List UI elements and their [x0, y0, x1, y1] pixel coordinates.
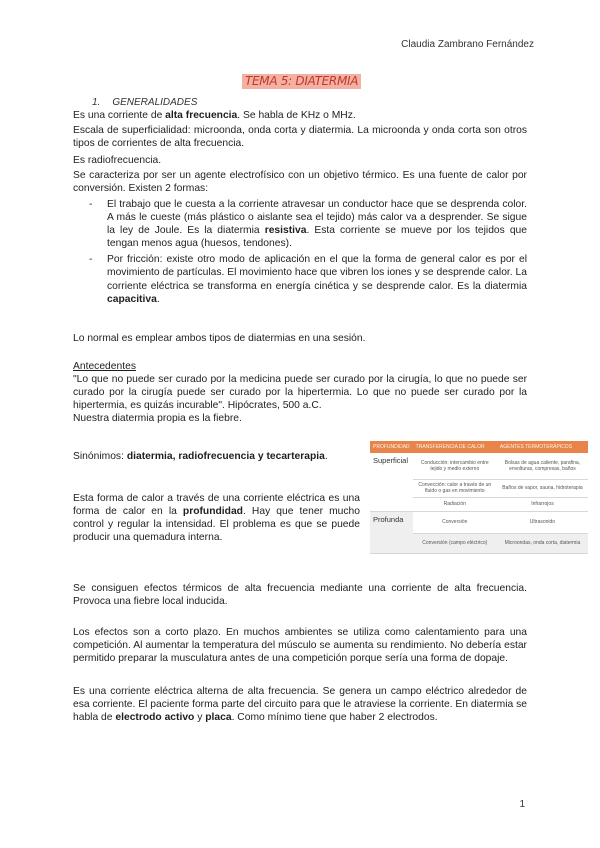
- table-cell: Ultrasonido: [497, 511, 588, 533]
- paragraph-radiofrequency: Es radiofrecuencia.: [73, 155, 162, 166]
- bold-term: profundidad: [182, 506, 243, 518]
- table-cell: Conversión (campo eléctrico): [413, 533, 497, 553]
- text-run: . Como mínimo tiene que haber 2 electrodos.: [231, 712, 438, 724]
- paragraph-usage: Lo normal es emplear ambos tipos de diatermias en una sesión.: [73, 333, 366, 344]
- section-title: GENERALIDADES: [112, 97, 198, 108]
- table-cell: Infrarrojos: [497, 497, 588, 511]
- paragraph-depth: [73, 492, 360, 544]
- text-run: Esta forma de calor a través de una corriente eléctrica es una forma de calor en la: [73, 493, 360, 518]
- text-run: .: [324, 451, 328, 462]
- bullet-item-resistive: [89, 198, 527, 250]
- table-header: AGENTES TERMOTERÁPICOS: [497, 441, 588, 453]
- bullet-dash: -: [89, 254, 93, 266]
- table-cell: Bolsas de agua caliente, parafina, envolturas, compresas, baños: [497, 453, 588, 479]
- text-run: Sinónimos:: [73, 451, 127, 462]
- document-title: TEMA 5: DIATERMIA: [242, 74, 361, 89]
- bullet-list: [89, 198, 527, 306]
- text-run: Es una corriente eléctrica alterna de alta frecuencia. Se genera un campo eléctrico alrededor de esa corriente. El paciente forma parte del circuito para que le atraviese la corriente. En diatermia se habla de: [73, 686, 527, 724]
- bullet-item-capacitive: [89, 253, 527, 305]
- section-heading: [92, 96, 197, 109]
- table-row: [370, 511, 588, 533]
- table-cell: Conversión: [413, 511, 497, 533]
- text-run: . Hay que tener mucho control y regular la intensidad. El problema es que se puede producir una quemadura interna.: [73, 506, 360, 544]
- bold-term: resistiva: [264, 225, 307, 237]
- table-cell: Radiación: [413, 497, 497, 511]
- paragraph-scale: Escala de superficialidad: microonda, onda corta y diatermia. La microonda y onda corta son otros tipos de corrientes de alta frecuencia.: [73, 125, 527, 150]
- text-run: . Esta corriente se mueve por los tejidos que tengan menos agua (huesos, tendones).: [107, 225, 528, 250]
- table-header: TRANSFERENCIA DE CALOR: [413, 441, 497, 453]
- bold-term: diatermia, radiofrecuencia y tecarterapia: [126, 451, 325, 462]
- thermotherapy-table: [370, 441, 588, 554]
- paragraph-short-term: Los efectos son a corto plazo. En muchos ambientes se utiliza como calentamiento para una competición. Al aumentar la temperatura del músculo se aumenta su rendimiento. No debería estar permitido preparar la musculatura antes de una competición porque sería una forma de dopaje.: [73, 627, 527, 665]
- table-cell: Convección: calor a través de un fluido o gas en movimiento: [413, 479, 497, 497]
- document-author: Claudia Zambrano Fernández: [401, 39, 534, 50]
- text-run: Es una corriente de: [73, 110, 166, 121]
- bold-term: placa: [205, 712, 232, 724]
- bold-term: electrodo activo: [115, 712, 195, 724]
- section-antecedentes: [73, 360, 527, 425]
- table-cell: Conducción: intercambio entre tejido y medio externo: [413, 453, 497, 479]
- antecedentes-heading: Antecedentes: [73, 361, 136, 372]
- page-number: 1: [519, 799, 525, 810]
- text-run: y: [194, 712, 206, 724]
- synonyms-line: [73, 450, 363, 463]
- table-cell: Microondas, onda corta, diatermia: [497, 533, 588, 553]
- text-run: El trabajo que le cuesta a la corriente atravesar un conductor hace que se desprenda color. A más le cueste (más plástico o aislante sea el tejido) más calor va a desprender. Se sigue la ley de Joule. Es la diatermia: [107, 199, 527, 237]
- paragraph-frequency: [73, 109, 527, 122]
- text-run: .: [156, 293, 160, 305]
- table-header-row: [370, 441, 588, 453]
- text-run: Por fricción: existe otro modo de aplicación en el que la forma de general calor es por el movimiento de partículas. El movimiento hace que vibren los iones y se desprende calor. La corriente eléctrica se transforma en energía cinética y se desprende calor. Es la diatermia: [107, 254, 527, 292]
- bold-term: capacitiva: [107, 293, 157, 305]
- table-header: PROFUNDIDAD: [370, 441, 413, 453]
- paragraph-thermal-effects: Se consiguen efectos térmicos de alta frecuencia mediante una corriente de alta frecuencia. Provoca una fiebre local inducida.: [73, 583, 527, 608]
- section-number: 1.: [92, 97, 101, 108]
- paragraph-alternating-current: [73, 685, 527, 724]
- row-label-profunda: Profunda: [370, 511, 413, 553]
- bold-term: alta frecuencia: [165, 110, 238, 121]
- bullet-dash: -: [89, 199, 93, 210]
- fever-line: Nuestra diatermia propia es la fiebre.: [73, 413, 242, 425]
- table-row: [370, 453, 588, 479]
- paragraph-agent: Se caracteriza por ser un agente electrofísico con un objetivo térmico. Es una fuente de calor por conversión. Existen 2 formas:: [73, 170, 527, 195]
- text-run: . Se habla de KHz o MHz.: [237, 110, 356, 121]
- row-label-superficial: Superficial: [370, 453, 413, 511]
- hippocrates-quote: "Lo que no puede ser curado por la medicina puede ser curado por la cirugía, lo que no puede ser curado por la cirugía puede ser curado por la hipertermia. Lo que no puede ser curado por la hipertermia, es quizás incurable". Hipócrates, 500 a.C.: [73, 374, 527, 412]
- table-cell: Baños de vapor, sauna, hidroterapia: [497, 479, 588, 497]
